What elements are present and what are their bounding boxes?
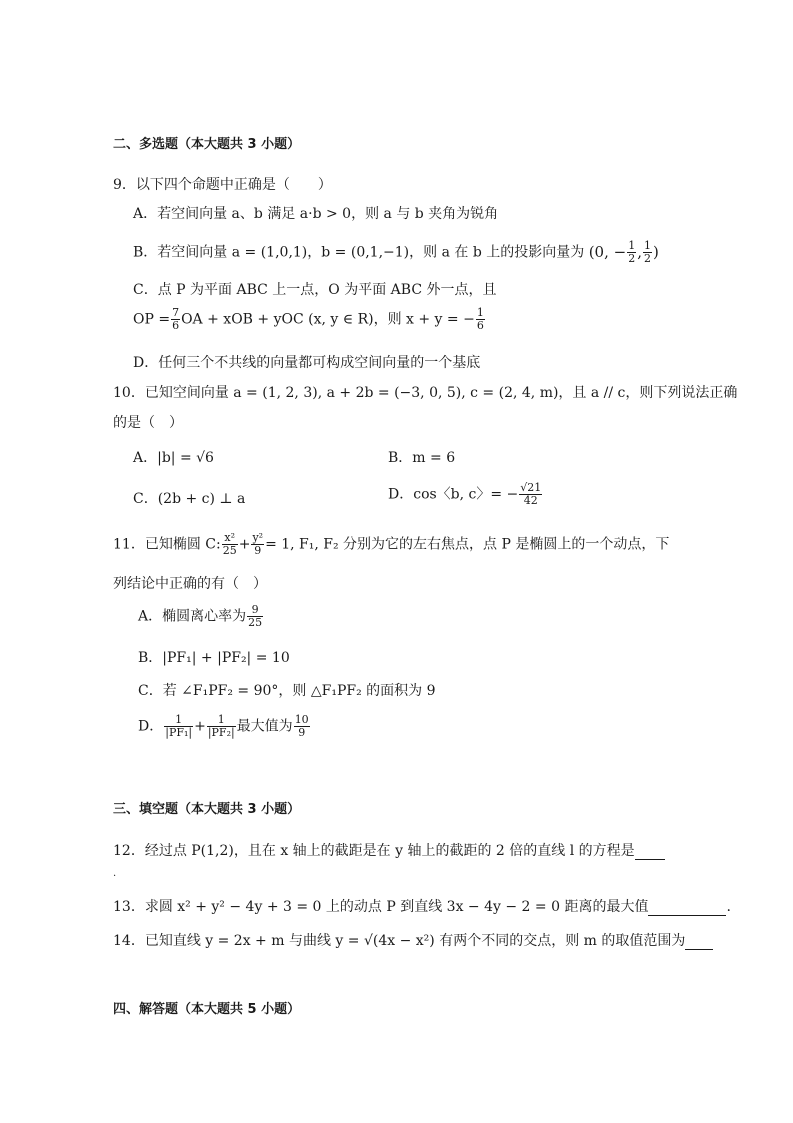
q12-text	[113, 840, 665, 860]
q12-tail: .	[113, 868, 117, 879]
q11-eq-frac2	[251, 532, 264, 557]
q9-c-frac2	[476, 307, 485, 332]
q9-option-b	[133, 240, 659, 265]
q10-stem-line1: 10．已知空间向量 a = (1, 2, 3), a + 2b = (−3, 0, 5), c = (2, 4, m)，且 a // c，则下列说法正确	[113, 385, 738, 401]
q11-stem-line1	[113, 532, 669, 557]
q11-option-b: B．|PF₁| + |PF₂| = 10	[138, 650, 290, 666]
q10-option-c: C．(2b + c) ⊥ a	[133, 491, 246, 507]
q11-eq-frac1-num: x²	[222, 532, 238, 545]
q13-end: .	[726, 899, 731, 915]
q9-option-c-line2	[133, 307, 486, 332]
q11-eq-frac2-num: y²	[252, 531, 264, 544]
q9-c-op: OP =	[133, 311, 171, 328]
q11-eq-frac1	[222, 532, 238, 557]
q12-answer-blank[interactable]	[635, 843, 665, 860]
q11-option-d	[138, 714, 311, 739]
q9-option-b-answer: (0, − $\frac{1}{2}$ , $\frac{1}{2}$ )	[588, 239, 659, 265]
q10-d-text: D．cos〈b, c〉= −	[388, 486, 519, 503]
q13-text	[113, 896, 731, 916]
q13-stem: 13．求圆 x² + y² − 4y + 3 = 0 上的动点 P 到直线 3x − 4y − 2 = 0 距离的最大值	[113, 899, 649, 915]
section-title-fill-in: 三、填空题（本大题共 3 小题）	[113, 802, 301, 817]
q13-answer-blank[interactable]	[648, 899, 726, 916]
q11-option-c: C．若 ∠F₁PF₂ = 90°，则 △F₁PF₂ 的面积为 9	[138, 683, 436, 699]
q10-stem-line2: 的是（ ）	[113, 415, 183, 431]
q11-a-frac	[247, 604, 263, 629]
q9-c-frac-den: 6	[172, 319, 180, 332]
q11-d-frac3-den: 9	[298, 726, 306, 739]
q11-d-frac3	[294, 714, 310, 739]
q9-c-frac-num: 7	[172, 306, 180, 319]
q11-eq-plus: +	[238, 536, 251, 553]
q9-b-frac2-num: 1	[643, 239, 651, 252]
q11-stem-pre: 11．已知椭圆 C:	[113, 536, 221, 553]
q11-a-frac-den: 25	[248, 616, 263, 629]
q11-d-label: D．	[138, 718, 164, 735]
q9-b-frac2-den: 2	[643, 252, 651, 265]
q12-stem: 12．经过点 P(1,2)，且在 x 轴上的截距是在 y 轴上的截距的 2 倍的直线 l 的方程是	[113, 843, 635, 859]
q9-b-ans-pre: (0, −	[588, 242, 627, 261]
q9-c-frac2-num: 1	[476, 306, 484, 319]
q11-stem-line2: 列结论中正确的有（ ）	[113, 576, 267, 592]
q10-d-frac-num: √21	[520, 481, 542, 494]
q9-b-ans-post: )	[652, 242, 659, 261]
q14-answer-blank[interactable]	[685, 933, 713, 950]
q14-text	[113, 930, 713, 950]
q11-a-text: A．椭圆离心率为	[138, 608, 247, 625]
q11-d-plus: +	[194, 718, 206, 735]
q10-d-frac	[519, 482, 542, 507]
q9-option-d: D．任何三个不共线的向量都可构成空间向量的一个基底	[133, 355, 481, 371]
section-title-multiple-choice: 二、多选题（本大题共 3 小题）	[113, 137, 301, 152]
q9-option-a: A．若空间向量 a、b 满足 a·b > 0，则 a 与 b 夹角为锐角	[133, 206, 499, 222]
q11-stem-post: = 1, F₁, F₂ 分别为它的左右焦点，点 P 是椭圆上的一个动点，下	[265, 536, 670, 553]
q9-b-frac1	[627, 240, 636, 265]
q11-d-frac1-den: |PF₁|	[165, 726, 193, 739]
q11-d-frac2-den: |PF₂|	[207, 726, 235, 739]
q11-d-frac3-num: 10	[294, 713, 309, 726]
q9-c-frac	[171, 307, 180, 332]
q9-option-c-line1: C．点 P 为平面 ABC 上一点，O 为平面 ABC 外一点，且	[133, 282, 497, 298]
q11-eq-frac1-den: 25	[222, 544, 237, 557]
q11-d-mid: 最大值为	[236, 718, 293, 735]
q10-option-b: B．m = 6	[388, 450, 456, 466]
q11-d-frac2-num: 1	[207, 714, 236, 727]
q11-eq-frac2-den: 9	[254, 544, 262, 557]
q11-d-frac1	[164, 714, 193, 739]
q9-stem: 9．以下四个命题中正确是（ ）	[113, 177, 332, 193]
q10-option-d	[388, 482, 543, 507]
q9-c-mid: OA + xOB + yOC (x, y ∈ R)，则 x + y = −	[181, 311, 475, 328]
q9-b-frac2	[643, 240, 652, 265]
q11-option-a	[138, 604, 264, 629]
q9-option-b-text: B．若空间向量 a = (1,0,1)，b = (0,1,−1)，则 a 在 b 上的投影向量为	[133, 244, 585, 261]
q9-c-frac2-den: 6	[476, 319, 484, 332]
section-title-solutions: 四、解答题（本大题共 5 小题）	[113, 1002, 301, 1017]
q11-a-frac-num: 9	[247, 604, 263, 617]
q9-b-frac1-den: 2	[628, 252, 636, 265]
q9-b-frac1-num: 1	[628, 239, 636, 252]
q11-d-frac2	[207, 714, 236, 739]
q10-d-frac-den: 42	[523, 494, 538, 507]
q10-option-a: A．|b| = √6	[133, 450, 214, 466]
q14-stem: 14．已知直线 y = 2x + m 与曲线 y = √(4x − x²) 有两个不同的交点，则 m 的取值范围为	[113, 933, 686, 949]
q11-d-frac1-num: 1	[164, 714, 193, 727]
